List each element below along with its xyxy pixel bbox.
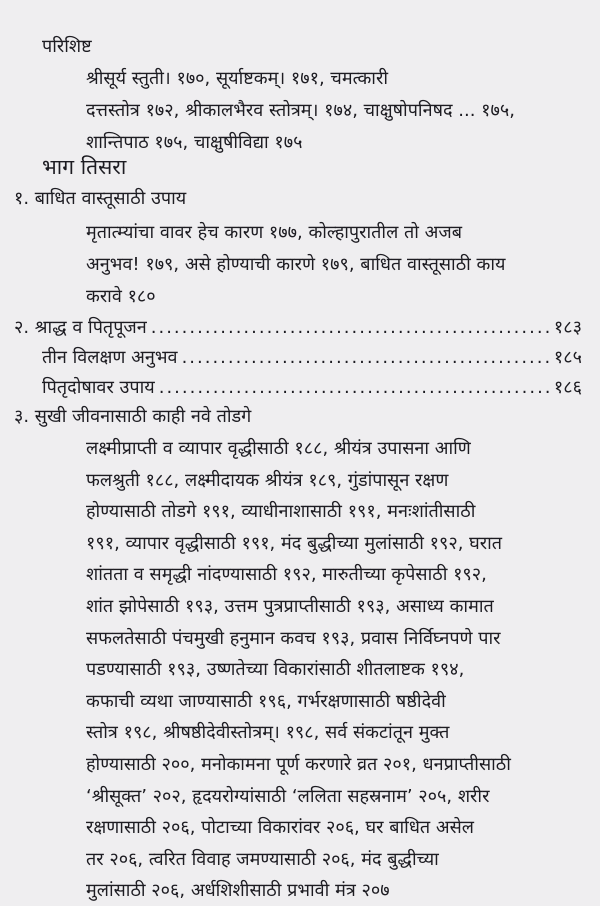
section-3-line: सफलतेसाठी पंचमुखी हनुमान कवच १९३, प्रवास निर्विघ्नपणे पार	[86, 627, 501, 649]
section-3-line: ‘श्रीसूक्त’ २०२, हृदयरोग्यांसाठी ‘ललिता सहस्रनाम’ २०५, शरीर	[86, 785, 490, 807]
section-3-line: शांतता व समृद्धी नांदण्यासाठी १९२, मारुतीच्या कृपेसाठी १९२,	[86, 564, 487, 586]
section-3-line: तर २०६, त्वरित विवाह जमण्यासाठी २०६, मंद बुद्धीच्या	[86, 848, 439, 870]
section-3-line: लक्ष्मीप्राप्ती व व्यापार वृद्धीसाठी १८८, श्रीयंत्र उपासना आणि	[86, 438, 471, 459]
appendix-line-3: शान्तिपाठ १७५, चाक्षुषीविद्या १७५	[86, 132, 303, 153]
section-1-line-1: मृतात्म्यांचा वावर हेच कारण १७७, कोल्हापुरातील तो अजब	[86, 222, 463, 243]
section-3-line: शांत झोपेसाठी १९३, उत्तम पुत्रप्राप्तीसाठी १९३, असाध्य कामात	[86, 596, 494, 617]
section-3-line: मुलांसाठी २०६, अर्धशिशीसाठी प्रभावी मंत्र २०७	[86, 880, 390, 902]
dot-leader	[151, 313, 550, 343]
toc-entry-shraddha[interactable]	[14, 313, 582, 343]
appendix-line-1: श्रीसूर्य स्तुती। १७०, सूर्याष्टकम्। १७१, चमत्कारी	[86, 68, 388, 89]
dot-leader	[159, 373, 550, 403]
section-1-line-2: अनुभव! १७९, असे होण्याची कारणे १७९, बाधित वास्तूसाठी काय	[86, 254, 506, 275]
toc-page-number: १८६	[553, 377, 582, 398]
section-3-line: १९१, व्यापार वृद्धीसाठी १९१, मंद बुद्धीच्या मुलांसाठी १९२, घरात	[86, 532, 503, 554]
section-1-heading: १. बाधित वास्तूसाठी उपाय	[14, 188, 187, 209]
section-1-line-3: करावे १८०	[86, 286, 156, 307]
toc-entry-label: तीन विलक्षण अनुभव	[42, 347, 178, 368]
toc-entry-pitrudosh[interactable]	[42, 373, 582, 403]
dot-leader	[182, 343, 550, 373]
section-3-line: पडण्यासाठी १९३, उष्णतेच्या विकारांसाठी शीतलाष्टक १९४,	[86, 659, 465, 681]
toc-page-number: १८५	[553, 347, 582, 368]
toc-entry-label: २. श्राद्ध व पितृपूजन	[14, 317, 147, 338]
part-three-heading: भाग तिसरा	[42, 155, 127, 179]
section-3-line: स्तोत्र १९८, श्रीषष्ठीदेवीस्तोत्रम्। १९८, सर्व संकटांतून मुक्त	[86, 722, 450, 744]
appendix-heading: परिशिष्ट	[42, 36, 92, 57]
appendix-line-2: दत्तस्तोत्र १७२, श्रीकालभैरव स्तोत्रम्। १७४, चाक्षुषोपनिषद ... १७५,	[86, 100, 515, 121]
section-3-line: होण्यासाठी तोडगे १९१, व्याधीनाशासाठी १९१, मनःशांतीसाठी	[86, 501, 476, 523]
section-3-heading: ३. सुखी जीवनासाठी काही नवे तोडगे	[14, 406, 252, 427]
toc-entry-three-experiences[interactable]	[42, 343, 582, 373]
section-3-line: कफाची व्यथा जाण्यासाठी १९६, गर्भरक्षणासाठी षष्ठीदेवी	[86, 690, 446, 712]
section-3-line: रक्षणासाठी २०६, पोटाच्या विकारांवर २०६, घर बाधित असेल	[86, 817, 475, 839]
toc-page-number: १८३	[553, 317, 582, 338]
toc-entry-label: पितृदोषावर उपाय	[42, 377, 155, 398]
section-3-line: होण्यासाठी २००, मनोकामना पूर्ण करणारे व्रत २०१, धनप्राप्तीसाठी	[86, 754, 511, 775]
section-3-line: फलश्रुती १८८, लक्ष्मीदायक श्रीयंत्र १८९, गुंडांपासून रक्षण	[86, 469, 449, 491]
